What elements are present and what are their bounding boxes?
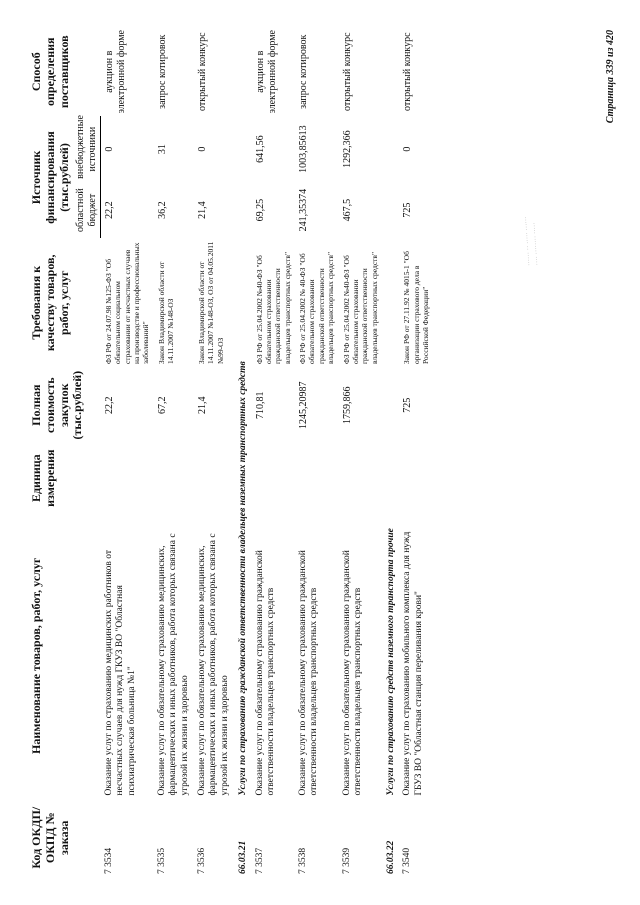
requirements: ФЗ РФ от 25.04.2002 №40-ФЗ "Об обязательном страховании гражданской ответственности владельцев транспортных средств" <box>254 251 292 365</box>
unit-cell <box>194 443 234 513</box>
unit-cell <box>101 443 154 513</box>
order-code: 7 3536 <box>196 847 207 874</box>
extra-budget: 0 <box>402 146 414 152</box>
service-name: Оказание услуг по страхованию мобильного комплекса для нужд ГБУЗ ВО "Областная станция переливания крови" <box>402 531 424 796</box>
procurement-method: открытый конкурс <box>402 32 414 112</box>
regional-budget: 467,5 <box>341 198 353 222</box>
unit-cell <box>252 443 296 513</box>
regional-budget: 69,25 <box>254 198 266 222</box>
col-header-unit: Единица измерения <box>29 449 57 507</box>
col-header-name: Наименование товаров, работ, услуг <box>29 557 43 754</box>
col-header-requirements: Требования к качеству товаров, работ, услуг <box>29 254 71 352</box>
extra-budget: 0 <box>196 146 208 152</box>
table-body <box>101 27 434 877</box>
regional-budget: 22,2 <box>104 201 116 219</box>
service-name: Оказание услуг по обязательному страхованию гражданской ответственности владельцев транспортных средств <box>298 550 320 796</box>
page-footer: Страница 339 из 420 <box>605 30 616 124</box>
section-title: Услуги по страхованию гражданской ответственности владельцев наземных транспортных средств <box>238 361 249 796</box>
col-header-funding: Источник финансирования (тыс.рублей) <box>29 131 71 224</box>
col-header-method: Способ определения поставщиков <box>29 35 71 109</box>
procurement-method: открытый конкурс <box>196 32 208 112</box>
col-header-cost: Полная стоимость закупок (тыс.рублей) <box>29 370 85 440</box>
table-row <box>194 27 234 877</box>
table-row <box>101 27 154 877</box>
section-code: 66.03.21 <box>238 840 249 874</box>
total-cost: 67,2 <box>156 396 168 414</box>
extra-budget: 0 <box>104 146 116 152</box>
total-cost: 710,81 <box>254 391 266 419</box>
col-header-extra: внебюджетные источники <box>73 116 101 181</box>
unit-cell <box>295 443 339 513</box>
col-header-code: Код ОКДП/ ОКПД № заказа <box>29 806 71 869</box>
order-code: 7 3537 <box>254 847 265 874</box>
procurement-method: аукцион в электронной форме <box>103 30 127 114</box>
extra-budget: 1003,85613 <box>298 125 309 173</box>
unit-cell <box>339 443 383 513</box>
extra-budget: 1292,366 <box>341 130 353 168</box>
section-row <box>382 27 399 877</box>
regional-budget: 21,4 <box>196 201 208 219</box>
procurement-method: запрос котировок <box>156 34 168 109</box>
procurement-method: аукцион в электронной форме <box>254 30 278 114</box>
service-name: Оказание услуг по обязательному страхованию гражданской ответственности владельцев транспортных средств <box>341 550 363 796</box>
total-cost: 1759,866 <box>341 386 353 424</box>
requirements: ФЗ РФ от 25.04.2002 №40-ФЗ "Об обязательном страховании гражданской ответственности владельцев транспортных средств" <box>341 251 379 365</box>
section-row <box>234 27 251 877</box>
total-cost: 22,2 <box>103 396 115 414</box>
table-row <box>252 27 296 877</box>
requirements: Закон РФ от 27.11.92 № 4015-1 "Об организации страхового дела в Российской Федерации" <box>402 251 431 365</box>
total-cost: 21,4 <box>196 396 208 414</box>
order-code: 7 3534 <box>103 847 114 874</box>
service-name: Оказание услуг по обязательному страхованию медицинских, фармацевтических и иных работников, работа которых связана с угрозой их жизни и здоровью <box>196 533 230 796</box>
service-name: Оказание услуг по страхованию медицинских работников от несчастных случаев для нужд ГКУЗ ВО "Областная психиатрическая больница №1" <box>103 549 137 796</box>
procurement-table <box>28 27 434 877</box>
table-row <box>399 27 433 877</box>
section-title: Услуги по страхованию средств наземного транспорта прочие <box>386 528 396 796</box>
requirements: Закон Владимирской области от 14.11.2007 №148-ОЗ <box>156 261 176 365</box>
procurement-method: открытый конкурс <box>341 32 353 112</box>
requirements: ФЗ РФ от 24.07.98 №125-ФЗ "Об обязательном социальном страховании от несчастных случаев на производстве и профессиональных заболеваний" <box>103 242 151 365</box>
col-header-regional: областной бюджет <box>73 182 101 239</box>
requirements: ФЗ РФ от 25.04.2002 № 40-ФЗ "Об обязательном страховании гражданской ответственности владельцев транспортных средств" <box>298 251 336 365</box>
regional-budget: 36,2 <box>156 201 168 219</box>
extra-budget: 641,56 <box>254 135 266 163</box>
extra-budget: 31 <box>156 144 168 155</box>
regional-budget: 725 <box>402 202 414 218</box>
service-name: Оказание услуг по обязательному страхованию гражданской ответственности владельцев транспортных средств <box>254 550 276 796</box>
regional-budget: 241,35374 <box>298 188 309 232</box>
unit-cell <box>154 443 194 513</box>
order-code: 7 3540 <box>402 847 413 874</box>
table-row <box>154 27 194 877</box>
section-code: 66.03.22 <box>386 840 396 874</box>
total-cost: 725 <box>402 397 414 413</box>
service-name: Оказание услуг по обязательному страхованию медицинских, фармацевтических и иных работников, работа которых связана с угрозой их жизни и здоровью <box>156 533 190 796</box>
requirements: Закон Владимирской области от 14.11.2007 №148-ОЗ, ОЗ от 04.05.2011 №99-ОЗ <box>196 241 225 365</box>
procurement-method: запрос котировок <box>298 34 309 109</box>
unit-cell <box>399 443 433 513</box>
faint-stamp: ······ ·· ····· ······ ···· ········ ····· <box>521 216 542 267</box>
table-row <box>295 27 339 877</box>
order-code: 7 3539 <box>341 847 352 874</box>
order-code: 7 3538 <box>298 847 308 874</box>
table-row <box>339 27 383 877</box>
order-code: 7 3535 <box>156 847 167 874</box>
total-cost: 1245,20987 <box>298 381 309 429</box>
